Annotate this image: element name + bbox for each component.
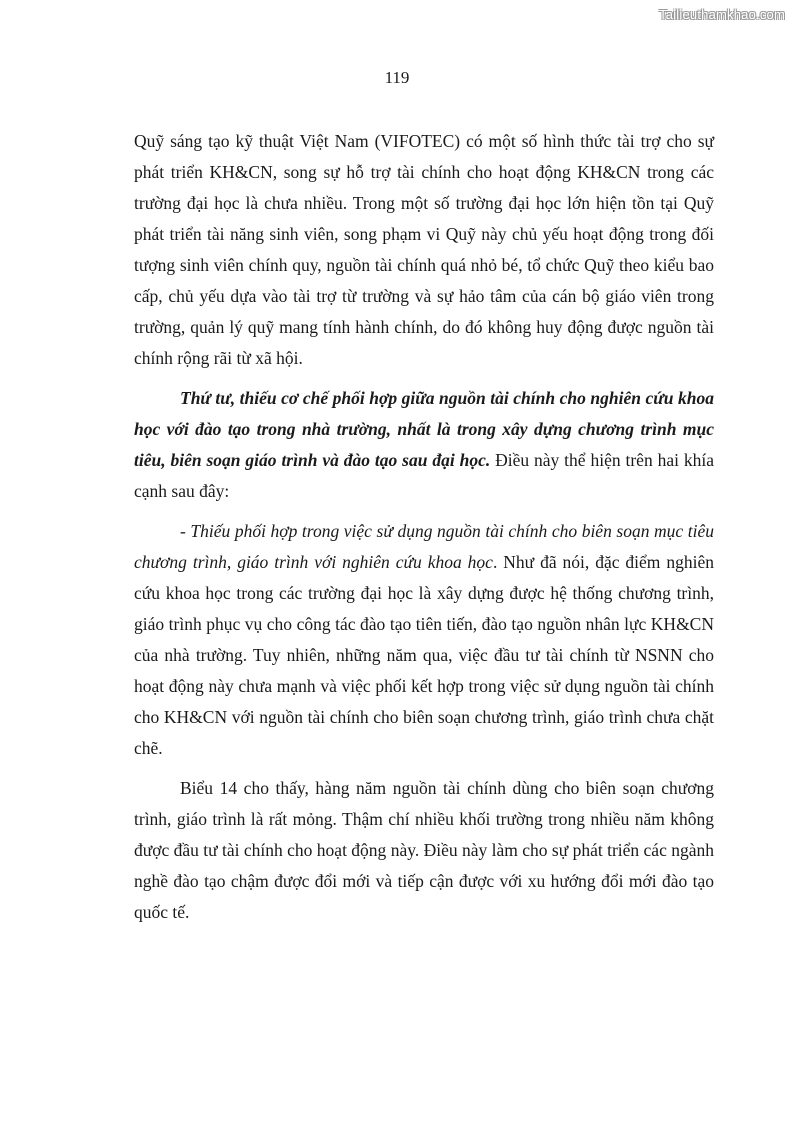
paragraph-2-heading: Thứ tư, thiếu cơ chế phối hợp giữa nguồn tài chính cho nghiên cứu khoa học với đào tạo trong nhà trường, nhất là trong xây dựng chương trình mục tiêu, biên soạn giáo trình và đào tạo sau đại học. — [134, 388, 714, 470]
paragraph-2 — [134, 383, 714, 507]
paragraph-3 — [134, 516, 714, 764]
page-number: 119 — [384, 68, 410, 87]
document-body — [134, 126, 714, 937]
paragraph-3-heading: - Thiếu phối hợp trong việc sử dụng nguồn tài chính cho biên soạn mục tiêu chương trình, giáo trình với nghiên cứu khoa học — [134, 521, 714, 572]
paragraph-1: Quỹ sáng tạo kỹ thuật Việt Nam (VIFOTEC) có một số hình thức tài trợ cho sự phát triển KH&CN, song sự hỗ trợ tài chính cho hoạt động KH&CN trong các trường đại học là chưa nhiều. Trong một số trường đại học lớn hiện tồn tại Quỹ phát triển tài năng sinh viên, song phạm vi Quỹ này chủ yếu hoạt động trong đối tượng sinh viên chính quy, nguồn tài chính quá nhỏ bé, tổ chức Quỹ theo kiểu bao cấp, chủ yếu dựa vào tài trợ từ trường và sự hảo tâm của cán bộ giáo viên trong trường, quản lý quỹ mang tính hành chính, do đó không huy động được nguồn tài chính rộng rãi từ xã hội. — [134, 131, 714, 368]
paragraph-2-text: Điều này thể hiện trên hai khía cạnh sau đây: — [134, 450, 714, 501]
watermark-text: Tailieuthamkhao.com — [659, 7, 785, 22]
paragraph-3-text: . Như đã nói, đặc điểm nghiên cứu khoa học trong các trường đại học là xây dựng được hệ thống chương trình, giáo trình phục vụ cho công tác đào tạo tiên tiến, đào tạo nguồn nhân lực KH&CN của nhà trường. Tuy nhiên, những năm qua, việc đầu tư tài chính từ NSNN cho hoạt động này chưa mạnh và việc phối kết hợp trong việc sử dụng nguồn tài chính cho KH&CN với nguồn tài chính cho biên soạn chương trình, giáo trình chưa chặt chẽ. — [134, 552, 714, 758]
paragraph-4: Biểu 14 cho thấy, hàng năm nguồn tài chính dùng cho biên soạn chương trình, giáo trình là rất mỏng. Thậm chí nhiều khối trường trong nhiều năm không được đầu tư tài chính cho hoạt động này. Điều này làm cho sự phát triển các ngành nghề đào tạo chậm được đổi mới và tiếp cận được với xu hướng đổi mới đào tạo quốc tế. — [134, 778, 714, 922]
